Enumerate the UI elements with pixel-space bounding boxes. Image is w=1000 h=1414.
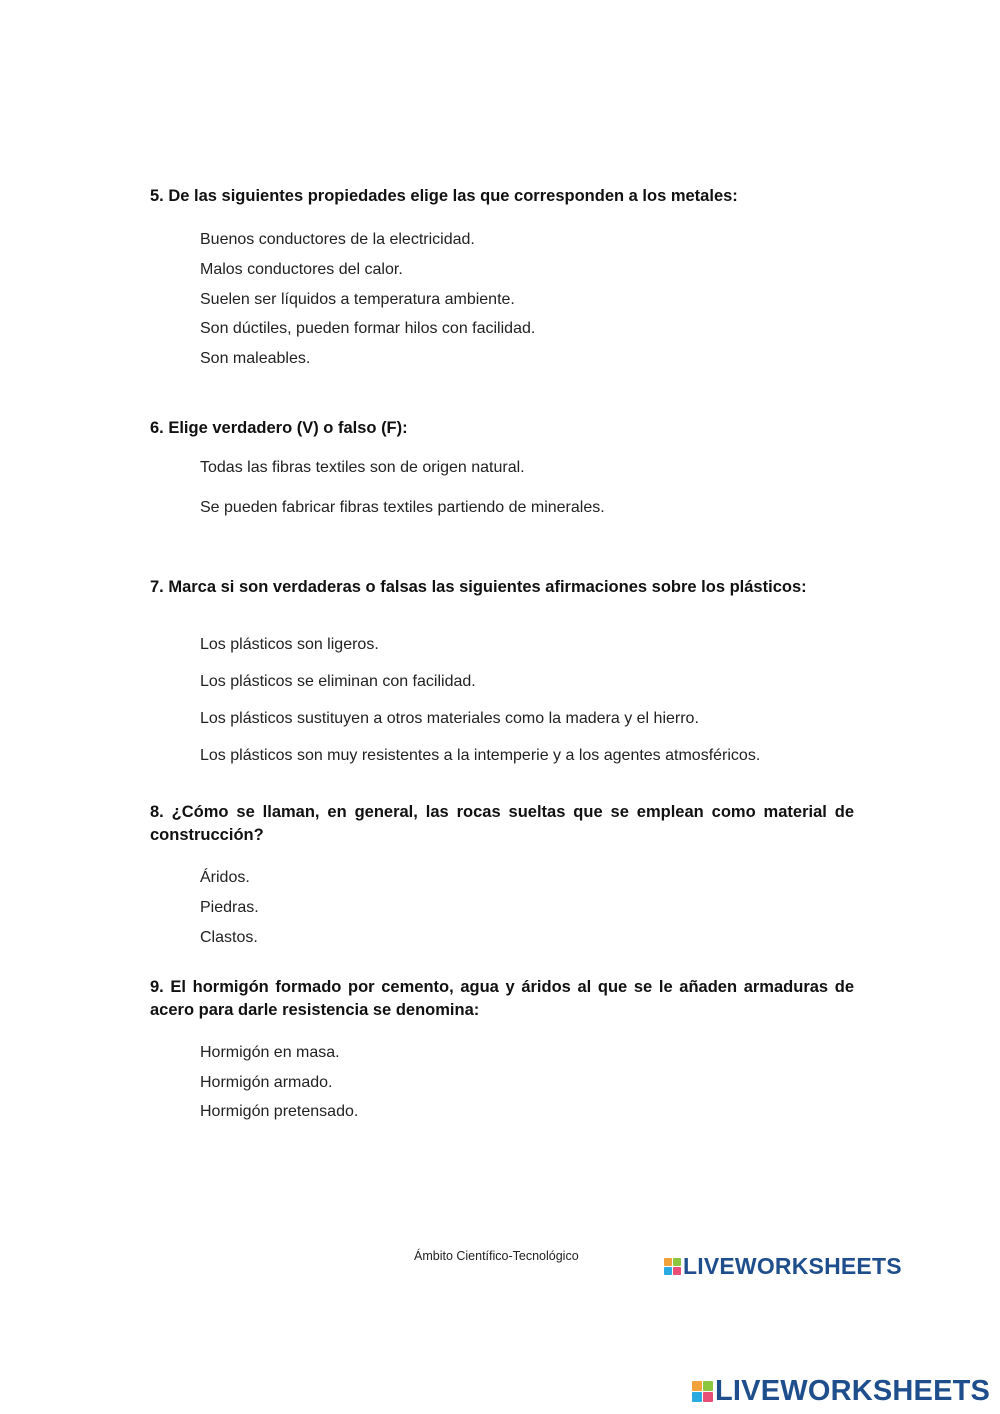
q9-option-2[interactable]: Hormigón armado. [200,1074,333,1091]
liveworksheets-grid-icon [664,1258,681,1275]
q6-statement-1[interactable]: Todas las fibras textiles son de origen natural. [200,459,525,476]
liveworksheets-watermark-logo [692,1375,990,1407]
logo-text: LIVEWORKSHEETS [715,1375,991,1407]
q6-statement-2[interactable]: Se pueden fabricar fibras textiles partiendo de minerales. [200,499,605,516]
q5-option-4[interactable]: Son dúctiles, pueden formar hilos con facilidad. [200,320,536,337]
logo-text: LIVEWORKSHEETS [683,1253,902,1279]
logo-cell [664,1267,672,1275]
question-9-title: 9. El hormigón formado por cemento, agua y áridos al que se le añaden armaduras de acero para darle resistencia se denomina: [150,978,854,1019]
logo-cell [703,1392,713,1402]
liveworksheets-logo [664,1253,902,1279]
q5-option-3[interactable]: Suelen ser líquidos a temperatura ambiente. [200,291,515,308]
question-7-title: 7. Marca si son verdaderas o falsas las siguientes afirmaciones sobre los plásticos: [150,578,807,596]
footer-subject: Ámbito Científico-Tecnológico [414,1249,579,1263]
logo-cell [664,1258,672,1266]
q7-statement-3[interactable]: Los plásticos sustituyen a otros materiales como la madera y el hierro. [200,710,699,727]
question-8-title: 8. ¿Cómo se llaman, en general, las rocas sueltas que se emplean como material de construcción? [150,803,854,844]
question-6-title: 6. Elige verdadero (V) o falso (F): [150,419,408,437]
q7-statement-4[interactable]: Los plásticos son muy resistentes a la intemperie y a los agentes atmosféricos. [200,747,761,764]
q8-option-2[interactable]: Piedras. [200,899,259,916]
q7-statement-2[interactable]: Los plásticos se eliminan con facilidad. [200,673,476,690]
liveworksheets-grid-icon [692,1381,713,1402]
q7-statement-1[interactable]: Los plásticos son ligeros. [200,636,379,653]
logo-cell [692,1392,702,1402]
q5-option-2[interactable]: Malos conductores del calor. [200,261,403,278]
q5-option-1[interactable]: Buenos conductores de la electricidad. [200,231,475,248]
logo-cell [703,1381,713,1391]
logo-cell [692,1381,702,1391]
q9-option-3[interactable]: Hormigón pretensado. [200,1103,359,1120]
question-5-title: 5. De las siguientes propiedades elige las que corresponden a los metales: [150,187,738,205]
logo-cell [673,1258,681,1266]
q8-option-3[interactable]: Clastos. [200,929,258,946]
q9-option-1[interactable]: Hormigón en masa. [200,1044,340,1061]
logo-cell [673,1267,681,1275]
q8-option-1[interactable]: Áridos. [200,869,250,886]
q5-option-5[interactable]: Son maleables. [200,350,311,367]
